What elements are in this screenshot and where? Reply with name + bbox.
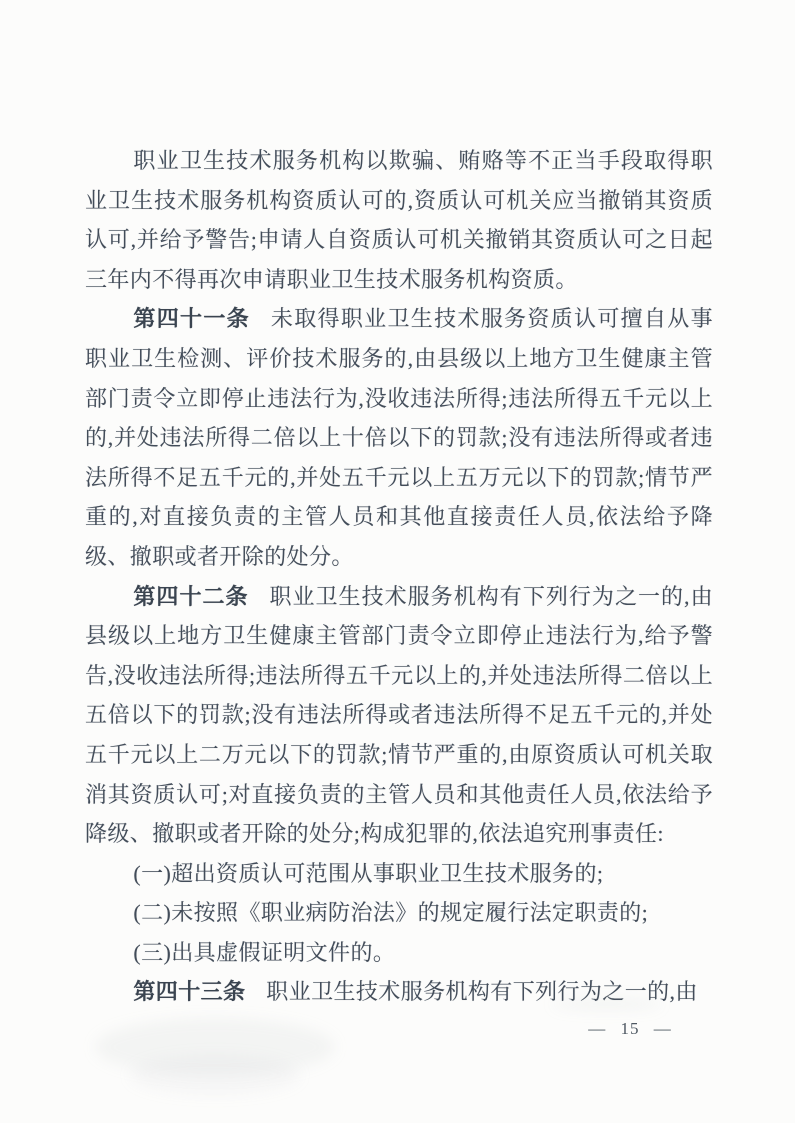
list-item-3: (三)出具虚假证明文件的。	[133, 939, 396, 965]
article-43-paragraph	[85, 972, 713, 1012]
list-item-2: (二)未按照《职业病防治法》的规定履行法定职责的;	[133, 900, 649, 926]
article-41-text: 未取得职业卫生技术服务资质认可擅自从事职业卫生检测、评价技术服务的,由县级以上地方卫生健康主管部门责令立即停止违法行为,没收违法所得;违法所得五千元以上的,并处违法所得二倍以上十倍以下的罚款;没有违法所得或者违法所得不足五千元的,并处五千元以上五万元以下的罚款;情节严重的,对直接负责的主管人员和其他直接责任人员,依法给予降级、撤职或者开除的处分。	[85, 306, 713, 569]
scan-smudge-artifact	[130, 1055, 300, 1095]
article-43-text: 职业卫生技术服务机构有下列行为之一的,由	[266, 979, 698, 1005]
article-42-text: 职业卫生技术服务机构有下列行为之一的,由县级以上地方卫生健康主管部门责令立即停止违法行为,给予警告,没收违法所得;违法所得五千元以上的,并处违法所得二倍以上五倍以下的罚款;没有违法所得或者违法所得不足五千元的,并处五千元以上二万元以下的罚款;情节严重的,由原资质认可机关取消其资质认可;对直接负责的主管人员和其他责任人员,依法给予降级、撤职或者开除的处分;构成犯罪的,依法追究刑事责任:	[85, 583, 713, 847]
article-41-number: 第四十一条	[133, 306, 250, 332]
article-43-number: 第四十三条	[133, 979, 246, 1005]
scan-smudge-artifact	[95, 1018, 335, 1076]
article-42-number: 第四十二条	[133, 583, 249, 609]
list-item-1: (一)超出资质认可范围从事职业卫生技术服务的;	[133, 860, 604, 886]
article-42-paragraph	[85, 577, 713, 854]
article-41-paragraph	[85, 299, 713, 576]
page-number: — 15 —	[588, 1019, 672, 1038]
document-body	[85, 141, 713, 1012]
paragraph-revocation: 职业卫生技术服务机构以欺骗、贿赂等不正当手段取得职业卫生技术服务机构资质认可的,资质认可机关应当撤销其资质认可,并给予警告;申请人自资质认可机关撤销其资质认可之日起三年内不得再次申请职业卫生技术服务机构资质。	[85, 148, 713, 292]
